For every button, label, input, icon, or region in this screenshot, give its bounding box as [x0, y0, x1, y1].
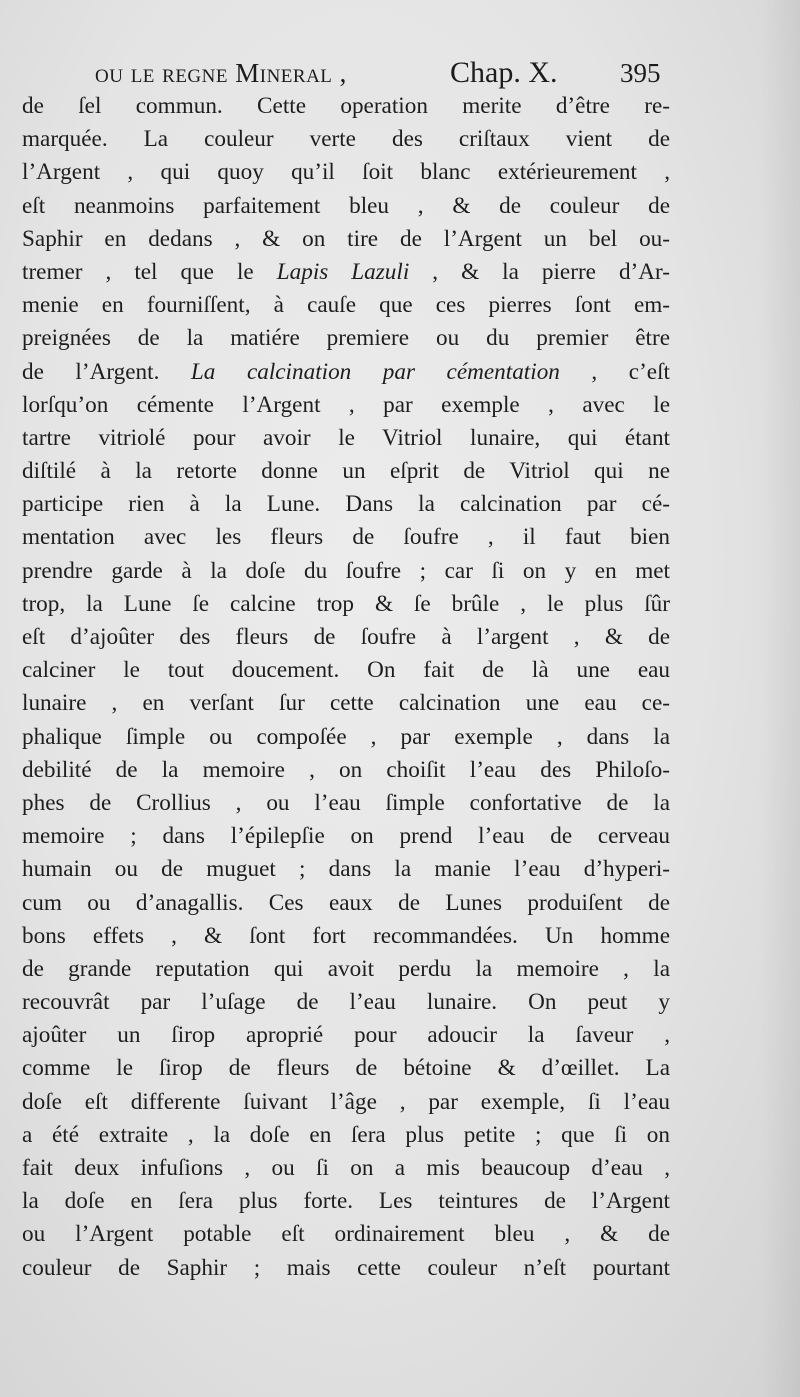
text-segment: tartre vitriolé pour avoir le Vitriol lunaire, qui étant	[22, 424, 670, 451]
text-line	[22, 1185, 670, 1218]
text-line	[22, 754, 670, 787]
text-line	[22, 289, 670, 322]
text-segment: Saphir en dedans , & on tire de l’Argent un bel ou-	[22, 225, 670, 252]
page-edge-shadow	[760, 0, 800, 1397]
text-segment: tremer , tel que le	[22, 258, 277, 285]
page-number: 395	[620, 58, 661, 88]
text-line	[22, 356, 670, 389]
text-line	[22, 820, 670, 853]
text-line	[22, 654, 670, 687]
text-segment: eſt neanmoins parfaitement bleu , & de couleur de	[22, 192, 670, 219]
text-line	[22, 123, 670, 156]
text-segment: fait deux infuſions , ou ſi on a mis beaucoup d’eau ,	[22, 1155, 670, 1181]
text-segment: participe rien à la Lune. Dans la calcination par cé-	[22, 491, 670, 518]
text-segment: calciner le tout doucement. On fait de là une eau	[22, 657, 670, 684]
text-segment: preignées de la matiére premiere ou du premier être	[22, 325, 670, 352]
text-segment: l’Argent , qui quoy qu’il ſoit blanc extérieurement ,	[22, 159, 670, 186]
italic-term: La calcination par cémentation	[190, 358, 560, 385]
text-line	[22, 953, 670, 986]
text-line	[22, 488, 670, 521]
text-segment: eſt d’ajoûter des fleurs de ſoufre à l’argent , & de	[22, 624, 670, 650]
text-segment: bons effets , & ſont fort recommandées. Un homme	[22, 922, 670, 949]
text-line	[22, 1252, 670, 1285]
text-line	[22, 1086, 670, 1119]
italic-term: Lapis Lazuli	[276, 258, 410, 285]
text-segment: comme le ſirop de fleurs de bétoine & d’œillet. La	[22, 1055, 670, 1082]
text-segment: menie en fourniſſent, à cauſe que ces pierres ſont em-	[22, 292, 670, 319]
text-line	[22, 986, 670, 1019]
text-segment: trop, la Lune ſe calcine trop & ſe brûle , le plus ſûr	[22, 590, 670, 617]
text-segment: de ſel commun. Cette operation merite d’être re-	[22, 93, 670, 119]
text-segment: doſe eſt differente ſuivant l’âge , par exemple, ſi l’eau	[22, 1088, 670, 1115]
text-segment: ou l’Argent potable eſt ordinairement bleu , & de	[22, 1221, 670, 1248]
text-line	[22, 1152, 670, 1185]
running-title: ou le regne Mineral ,	[95, 58, 347, 88]
text-line	[22, 422, 670, 455]
text-line	[22, 887, 670, 920]
text-line	[22, 787, 670, 820]
text-segment: prendre garde à la doſe du ſoufre ; car ſi on y en met	[22, 557, 670, 584]
text-line	[22, 721, 670, 754]
text-line	[22, 1019, 670, 1052]
text-line	[22, 156, 670, 189]
running-header	[95, 58, 685, 94]
text-segment: diſtilé à la retorte donne un eſprit de Vitriol qui ne	[22, 458, 670, 485]
text-segment: phalique ſimple ou compoſée , par exemple , dans la	[22, 723, 670, 750]
text-line	[22, 190, 670, 223]
text-segment: memoire ; dans l’épilepſie on prend l’eau de cerveau	[22, 823, 670, 850]
text-line	[22, 521, 670, 554]
text-segment: lunaire , en verſant ſur cette calcination une eau ce-	[22, 690, 670, 717]
text-segment: recouvrât par l’uſage de l’eau lunaire. On peut y	[22, 989, 670, 1016]
text-line	[22, 588, 670, 621]
text-line	[22, 256, 670, 289]
text-segment: phes de Crollius , ou l’eau ſimple confortative de la	[22, 789, 670, 816]
text-segment: couleur de Saphir ; mais cette couleur n’eſt pourtant	[22, 1254, 670, 1281]
text-segment: debilité de la memoire , on choiſit l’eau des Philoſo-	[22, 756, 670, 783]
text-line	[22, 1218, 670, 1251]
text-line	[22, 920, 670, 953]
text-segment: cum ou d’anagallis. Ces eaux de Lunes produiſent de	[22, 889, 670, 916]
text-segment: a été extraite , la doſe en ſera plus petite ; que ſi on	[22, 1121, 670, 1148]
text-segment: la doſe en ſera plus forte. Les teintures de l’Argent	[22, 1188, 670, 1215]
text-line	[22, 322, 670, 355]
chapter-label: Chap. X.	[450, 56, 558, 89]
text-segment: mentation avec les fleurs de ſoufre , il faut bien	[22, 524, 670, 551]
body-text	[22, 90, 670, 1285]
text-line	[22, 389, 670, 422]
text-segment: , & la pierre d’Ar-	[409, 258, 671, 285]
text-line	[22, 621, 670, 654]
text-segment: lorſqu’on cémente l’Argent , par exemple , avec le	[22, 391, 670, 418]
text-segment: de l’Argent.	[22, 358, 191, 385]
text-segment: de grande reputation qui avoit perdu la memoire , la	[22, 955, 670, 982]
text-line	[22, 1052, 670, 1085]
text-segment: ajoûter un ſirop aproprié pour adoucir la ſaveur ,	[22, 1022, 670, 1049]
text-segment: humain ou de muguet ; dans la manie l’eau d’hyperi-	[22, 856, 670, 883]
text-line	[22, 853, 670, 886]
text-line	[22, 455, 670, 488]
text-line	[22, 223, 670, 256]
text-segment: , c’eſt	[559, 358, 670, 385]
text-line	[22, 555, 670, 588]
text-line	[22, 1119, 670, 1152]
text-line	[22, 687, 670, 720]
text-line	[22, 90, 670, 123]
text-segment: marquée. La couleur verte des criſtaux vient de	[22, 126, 670, 153]
